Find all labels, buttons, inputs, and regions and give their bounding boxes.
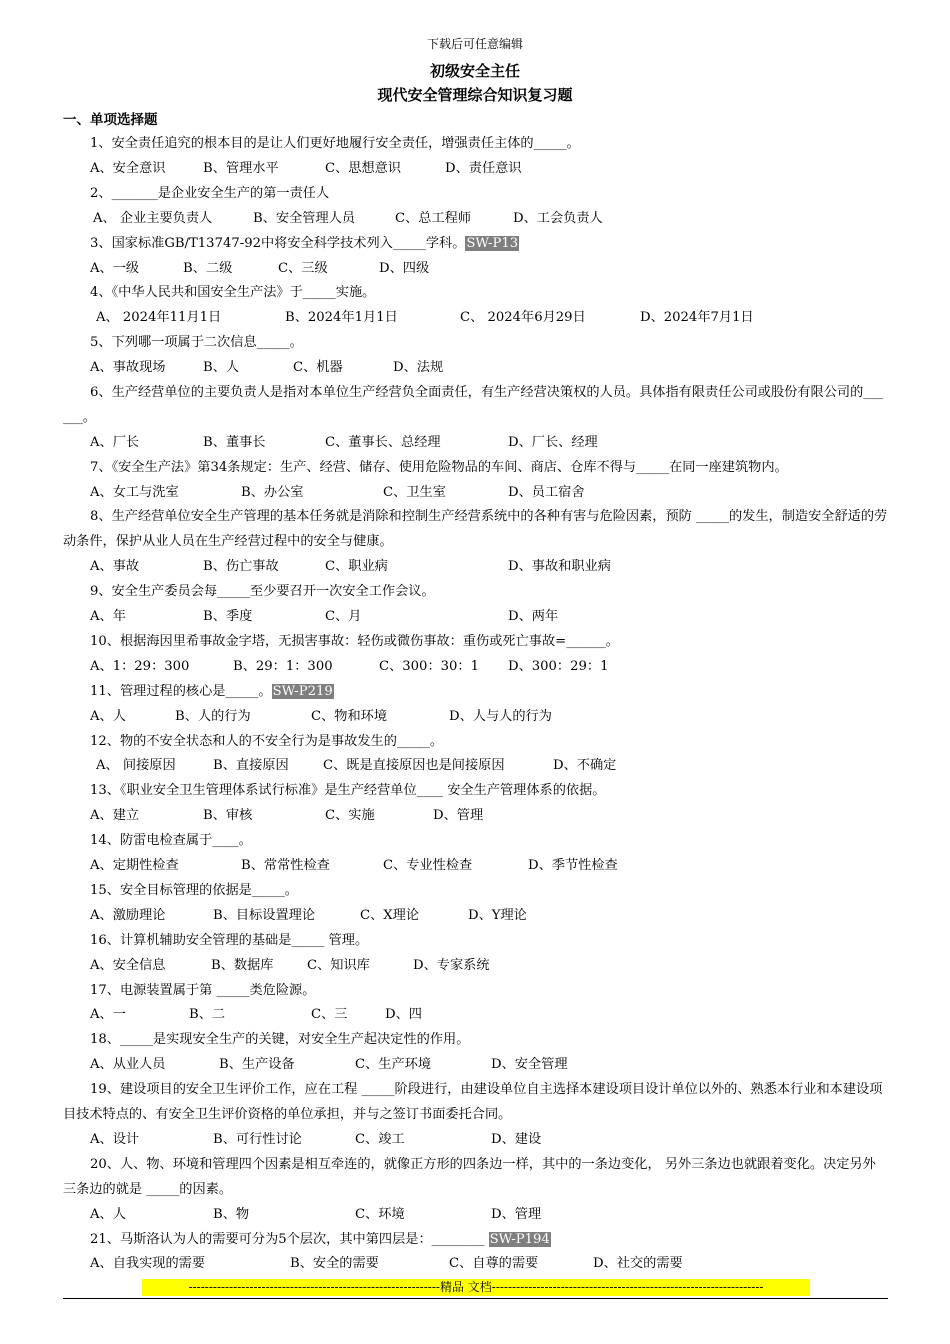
question-item xyxy=(63,381,888,456)
question-item xyxy=(63,630,888,680)
question-stem: 4、《中华人民共和国安全生产法》于_____实施。 xyxy=(90,285,376,301)
answer-option-d: D、建设 xyxy=(491,1131,542,1147)
question-item xyxy=(63,829,888,879)
answer-option-c: C、环境 xyxy=(355,1206,405,1222)
question-text xyxy=(63,879,888,904)
answer-option-d: D、工会负责人 xyxy=(513,210,603,226)
options-row xyxy=(63,904,888,929)
options-row xyxy=(63,1003,888,1028)
answer-option-a: A、建立 xyxy=(90,808,140,824)
question-item xyxy=(63,879,888,929)
answer-option-d: D、四级 xyxy=(379,260,430,276)
question-stem: 6、生产经营单位的主要负责人是指对本单位生产经营负全面责任，有生产经营决策权的人员。具体指有限责任公司或股份有限公司的______。 xyxy=(63,384,884,425)
answer-option-d: D、2024年7月1日 xyxy=(640,310,754,326)
answer-option-a: A、自我实现的需要 xyxy=(90,1256,206,1272)
answer-option-b: B、物 xyxy=(213,1206,250,1222)
answer-option-b: B、二级 xyxy=(183,260,233,276)
header-note: 下载后可任意编辑 xyxy=(426,37,523,51)
reference-tag: SW-P13 xyxy=(466,235,519,251)
answer-option-c: C、董事长、总经理 xyxy=(325,434,441,450)
answer-option-c: C、三级 xyxy=(278,260,328,276)
question-text xyxy=(63,132,888,157)
options-row xyxy=(63,1203,888,1228)
question-text xyxy=(63,381,888,431)
answer-option-a: A、事故现场 xyxy=(90,360,166,376)
answer-option-b: B、目标设置理论 xyxy=(213,907,316,923)
answer-option-d: D、两年 xyxy=(508,609,559,625)
question-stem: 8、生产经营单位安全生产管理的基本任务就是消除和控制生产经营系统中的各种有害与危险因素，预防 _____的发生，制造安全舒适的劳动条件，保护从业人员在生产经营过程中的安全与健康。 xyxy=(63,509,888,550)
options-row xyxy=(63,306,888,331)
answer-option-d: D、社交的需要 xyxy=(593,1256,683,1272)
answer-option-a: A、定期性检查 xyxy=(90,858,179,874)
footer-divider xyxy=(63,1298,888,1299)
question-stem: 14、防雷电检查属于____。 xyxy=(90,833,252,849)
question-stem: 3、国家标准GB/T13747-92中将安全科学技术列入_____学科。 xyxy=(90,235,466,251)
question-item xyxy=(63,1078,888,1153)
answer-option-b: B、审核 xyxy=(203,808,253,824)
question-text xyxy=(63,1228,888,1253)
answer-option-a: A、事故 xyxy=(90,559,140,575)
answer-option-c: C、X理论 xyxy=(360,907,420,923)
answer-option-c: C、既是直接原因也是间接原因 xyxy=(323,758,505,774)
answer-option-c: C、竣工 xyxy=(355,1131,405,1147)
answer-option-b: B、安全管理人员 xyxy=(253,210,356,226)
question-item xyxy=(63,929,888,979)
answer-option-d: D、厂长、经理 xyxy=(508,434,598,450)
question-item xyxy=(63,232,888,282)
options-row xyxy=(63,705,888,730)
answer-option-b: B、常常性检查 xyxy=(241,858,330,874)
options-row xyxy=(63,431,888,456)
question-stem: 1、安全责任追究的根本目的是让人们更好地履行安全责任，增强责任主体的_____。 xyxy=(90,136,580,151)
question-stem: 17、电源装置属于第 _____类危险源。 xyxy=(90,982,316,998)
question-text xyxy=(63,1153,888,1203)
question-text xyxy=(63,182,888,207)
answer-option-a: A、从业人员 xyxy=(90,1057,166,1073)
answer-option-c: C、三 xyxy=(311,1007,348,1023)
question-item xyxy=(63,779,888,829)
answer-option-c: C、实施 xyxy=(325,808,375,824)
question-item xyxy=(63,505,888,580)
reference-tag: SW-P219 xyxy=(272,683,333,699)
options-row xyxy=(63,605,888,630)
question-stem: 9、安全生产委员会每_____至少要召开一次安全工作会议。 xyxy=(90,584,435,600)
answer-option-a: A、人 xyxy=(90,708,126,724)
answer-option-b: B、安全的需要 xyxy=(290,1256,379,1272)
options-row xyxy=(63,1128,888,1153)
answer-option-c: C、专业性检查 xyxy=(383,858,473,874)
answer-option-a: A、一级 xyxy=(90,260,140,276)
question-item xyxy=(63,1153,888,1228)
answer-option-c: C、物和环境 xyxy=(311,708,388,724)
options-row xyxy=(63,655,888,680)
answer-option-b: B、直接原因 xyxy=(213,758,289,774)
question-text xyxy=(63,630,888,655)
answer-option-a: A、1：29：300 xyxy=(90,658,190,674)
question-text xyxy=(63,232,888,257)
question-text xyxy=(63,281,888,306)
question-item xyxy=(63,580,888,630)
question-text xyxy=(63,580,888,605)
options-row xyxy=(63,157,888,182)
question-text xyxy=(63,331,888,356)
options-row xyxy=(63,257,888,282)
question-stem: 20、人、物、环境和管理四个因素是相互牵连的，就像正方形的四条边一样，其中的一条边变化， 另外三条边也就跟着变化。决定另外三条边的就是 _____的因素。 xyxy=(63,1156,876,1197)
answer-option-a: A、 企业主要负责人 xyxy=(93,210,213,226)
question-text xyxy=(63,979,888,1004)
answer-option-c: C、 2024年6月29日 xyxy=(460,310,586,326)
question-item xyxy=(63,182,888,232)
options-row xyxy=(63,754,888,779)
question-stem: 5、下列哪一项属于二次信息_____。 xyxy=(90,335,303,351)
options-row xyxy=(63,854,888,879)
question-text xyxy=(63,456,888,481)
answer-option-b: B、董事长 xyxy=(203,434,266,450)
answer-option-d: D、季节性检查 xyxy=(528,858,618,874)
answer-option-b: B、管理水平 xyxy=(203,160,279,176)
answer-option-b: B、办公室 xyxy=(241,484,304,500)
answer-option-b: B、人 xyxy=(203,360,240,376)
options-row xyxy=(63,481,888,506)
answer-option-a: A、厂长 xyxy=(90,434,140,450)
options-row xyxy=(63,804,888,829)
options-row xyxy=(63,1053,888,1078)
options-row xyxy=(63,555,888,580)
answer-option-d: D、Y理论 xyxy=(468,907,527,923)
answer-option-a: A、设计 xyxy=(90,1131,140,1147)
options-row xyxy=(63,954,888,979)
answer-option-b: B、生产设备 xyxy=(219,1057,295,1073)
question-item xyxy=(63,456,888,506)
question-item xyxy=(63,730,888,780)
answer-option-c: C、300：30：1 xyxy=(379,658,479,674)
answer-option-d: D、事故和职业病 xyxy=(508,559,611,575)
answer-option-b: B、数据库 xyxy=(211,957,274,973)
question-stem: 19、建设项目的安全卫生评价工作，应在工程 _____阶段进行，由建设单位自主选择本建设项目设计单位以外的、熟悉本行业和本建设项目技术特点的、有安全卫生评价资格的单位承担，并与之签订书面委托合同。 xyxy=(63,1082,883,1123)
question-item xyxy=(63,331,888,381)
answer-option-a: A、女工与洗室 xyxy=(90,484,179,500)
question-stem: 21、马斯洛认为人的需要可分为5个层次，其中第四层是：________ xyxy=(90,1231,489,1247)
question-text xyxy=(63,1028,888,1053)
answer-option-b: B、人的行为 xyxy=(175,708,251,724)
document-subtitle: 现代安全管理综合知识复习题 xyxy=(377,86,573,104)
question-stem: 15、安全目标管理的依据是_____。 xyxy=(90,882,298,898)
answer-option-d: D、300：29：1 xyxy=(508,658,609,674)
answer-option-a: A、安全意识 xyxy=(90,160,166,176)
question-stem: 10、根据海因里希事故金字塔，无损害事故：轻伤或微伤事故：重伤或死亡事故=______。 xyxy=(90,633,619,649)
options-row xyxy=(63,207,888,232)
question-text xyxy=(63,505,888,555)
answer-option-d: D、四 xyxy=(385,1007,422,1023)
answer-option-c: C、知识库 xyxy=(307,957,370,973)
question-stem: 7、《安全生产法》第34条规定：生产、经营、储存、使用危险物品的车间、商店、仓库不得与_____在同一座建筑物内。 xyxy=(90,459,788,475)
question-text xyxy=(63,779,888,804)
answer-option-c: C、机器 xyxy=(293,360,343,376)
question-stem: 12、物的不安全状态和人的不安全行为是事故发生的_____。 xyxy=(90,733,444,749)
answer-option-b: B、二 xyxy=(189,1007,226,1023)
answer-option-c: C、自尊的需要 xyxy=(449,1256,539,1272)
answer-option-c: C、生产环境 xyxy=(355,1057,432,1073)
answer-option-b: B、季度 xyxy=(203,609,253,625)
answer-option-c: C、总工程师 xyxy=(395,210,472,226)
answer-option-c: C、职业病 xyxy=(325,559,388,575)
answer-option-c: C、思想意识 xyxy=(325,160,402,176)
question-text xyxy=(63,929,888,954)
answer-option-d: D、安全管理 xyxy=(491,1057,568,1073)
answer-option-a: A、人 xyxy=(90,1206,126,1222)
answer-option-a: A、激励理论 xyxy=(90,907,166,923)
reference-tag: SW-P194 xyxy=(489,1231,550,1247)
question-stem: 18、_____是实现安全生产的关键，对安全生产起决定性的作用。 xyxy=(90,1032,470,1048)
answer-option-b: B、伤亡事故 xyxy=(203,559,279,575)
question-text xyxy=(63,680,888,705)
answer-option-b: B、29：1：300 xyxy=(233,658,333,674)
question-stem: 16、计算机辅助安全管理的基础是_____ 管理。 xyxy=(90,932,369,948)
answer-option-d: D、管理 xyxy=(491,1206,542,1222)
answer-option-c: C、卫生室 xyxy=(383,484,446,500)
section-heading: 一、单项选择题 xyxy=(63,112,158,128)
answer-option-b: B、2024年1月1日 xyxy=(285,310,398,326)
question-text xyxy=(63,829,888,854)
question-text xyxy=(63,730,888,755)
answer-option-c: C、月 xyxy=(325,609,362,625)
options-row xyxy=(63,356,888,381)
answer-option-a: A、安全信息 xyxy=(90,957,166,973)
document-title: 初级安全主任 xyxy=(429,62,520,80)
answer-option-d: D、管理 xyxy=(433,808,484,824)
footer-banner: --------------------------------------------------------------精品 文档------------------------------------------------------------------- xyxy=(142,1279,810,1296)
question-item xyxy=(63,1228,888,1278)
answer-option-a: A、年 xyxy=(90,609,126,625)
question-item xyxy=(63,1028,888,1078)
question-item xyxy=(63,680,888,730)
answer-option-a: A、一 xyxy=(90,1007,126,1023)
answer-option-d: D、员工宿舍 xyxy=(508,484,585,500)
question-stem: 11、管理过程的核心是_____。 xyxy=(90,683,272,699)
question-stem: 13、《职业安全卫生管理体系试行标准》是生产经营单位____ 安全生产管理体系的依据。 xyxy=(90,783,606,799)
options-row xyxy=(63,1252,888,1277)
answer-option-d: D、专家系统 xyxy=(413,957,490,973)
question-stem: 2、_______是企业安全生产的第一责任人 xyxy=(90,185,330,201)
question-text xyxy=(63,1078,888,1128)
question-item xyxy=(63,281,888,331)
answer-option-d: D、法规 xyxy=(393,360,444,376)
answer-option-d: D、责任意识 xyxy=(445,160,522,176)
answer-option-d: D、人与人的行为 xyxy=(449,708,552,724)
answer-option-b: B、可行性讨论 xyxy=(213,1131,302,1147)
question-item xyxy=(63,979,888,1029)
answer-option-a: A、 间接原因 xyxy=(96,758,176,774)
answer-option-d: D、不确定 xyxy=(553,758,617,774)
question-item xyxy=(63,132,888,182)
answer-option-a: A、 2024年11月1日 xyxy=(96,310,222,326)
question-list xyxy=(63,132,888,1277)
